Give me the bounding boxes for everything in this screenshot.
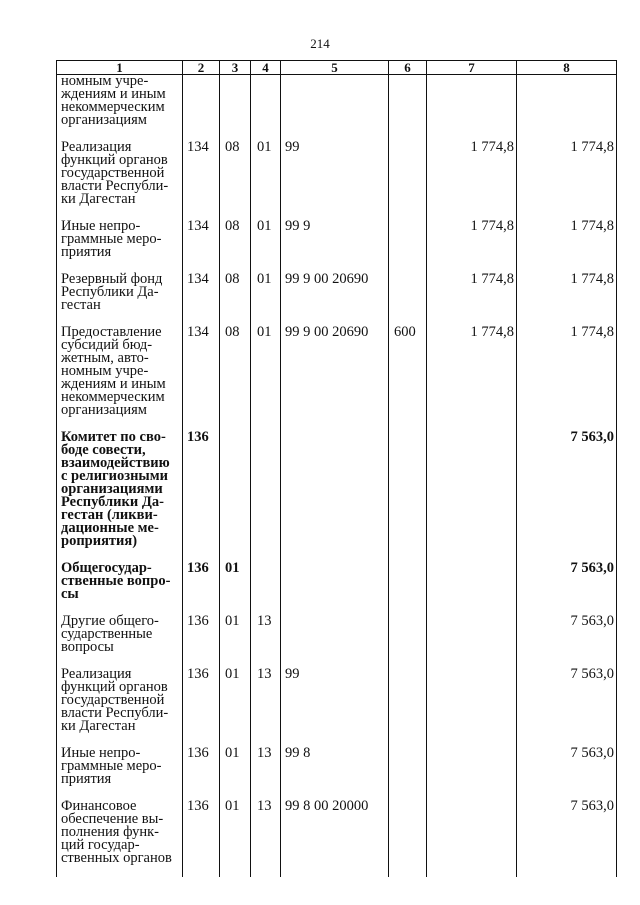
cell-amount-col7 [427, 747, 517, 800]
table-row [57, 326, 617, 431]
row-name: Иные непро- граммные меро- приятия [57, 220, 183, 273]
cell-subsection [251, 75, 281, 142]
cell-section: 08 [220, 220, 251, 273]
cell-target-article [281, 615, 389, 668]
budget-table [56, 60, 617, 877]
cell-amount-col8: 7 563,0 [517, 562, 617, 615]
cell-section [220, 75, 251, 142]
cell-expense-type [389, 141, 427, 220]
column-header-4: 4 [251, 61, 281, 75]
cell-expense-type [389, 273, 427, 326]
cell-section: 01 [220, 747, 251, 800]
cell-amount-col8: 7 563,0 [517, 431, 617, 562]
row-name: Резервный фонд Республики Да- гестан [57, 273, 183, 326]
cell-subsection [251, 431, 281, 562]
cell-amount-col8: 7 563,0 [517, 668, 617, 747]
cell-subsection: 01 [251, 220, 281, 273]
cell-subsection [251, 562, 281, 615]
table-body [57, 75, 617, 878]
cell-expense-type [389, 562, 427, 615]
row-name: Реализация функций органов государственной власти Республи- ки Дагестан [57, 141, 183, 220]
cell-expense-type [389, 747, 427, 800]
cell-expense-type [389, 220, 427, 273]
table-row [57, 562, 617, 615]
cell-subsection: 13 [251, 800, 281, 877]
cell-subsection: 01 [251, 141, 281, 220]
cell-expense-type [389, 668, 427, 747]
cell-target-article: 99 9 [281, 220, 389, 273]
cell-amount-col7 [427, 668, 517, 747]
cell-target-article: 99 [281, 141, 389, 220]
column-header-1: 1 [57, 61, 183, 75]
row-name: Финансовое обеспечение вы- полнения функ- ций государ- ственных органов [57, 800, 183, 877]
cell-amount-col7: 1 774,8 [427, 220, 517, 273]
cell-ministry-code: 136 [183, 800, 220, 877]
cell-target-article [281, 562, 389, 615]
page-number: 214 [310, 36, 330, 51]
cell-ministry-code: 134 [183, 141, 220, 220]
row-name: Иные непро- граммные меро- приятия [57, 747, 183, 800]
table-row [57, 75, 617, 142]
cell-target-article [281, 431, 389, 562]
cell-amount-col8: 1 774,8 [517, 220, 617, 273]
table-row [57, 141, 617, 220]
cell-amount-col7: 1 774,8 [427, 326, 517, 431]
cell-section: 08 [220, 141, 251, 220]
row-name: Другие общего- сударственные вопросы [57, 615, 183, 668]
cell-expense-type: 600 [389, 326, 427, 431]
cell-target-article: 99 [281, 668, 389, 747]
cell-amount-col7: 1 774,8 [427, 273, 517, 326]
table-row [57, 800, 617, 877]
cell-expense-type [389, 431, 427, 562]
row-name: Предоставление субсидий бюд- жетным, авто- номным учре- ждениям и иным некоммерческим организациям [57, 326, 183, 431]
row-name: Комитет по сво- боде совести, взаимодействию с религиозными организациями Республики Да- гестан (ликви- дационные ме- роприятия) [57, 431, 183, 562]
column-header-6: 6 [389, 61, 427, 75]
cell-ministry-code: 136 [183, 562, 220, 615]
cell-ministry-code: 134 [183, 273, 220, 326]
table-row [57, 747, 617, 800]
row-name: Общегосудар- ственные вопро- сы [57, 562, 183, 615]
table-row [57, 431, 617, 562]
cell-amount-col8: 7 563,0 [517, 800, 617, 877]
table-row [57, 615, 617, 668]
cell-expense-type [389, 800, 427, 877]
cell-amount-col8: 7 563,0 [517, 615, 617, 668]
cell-amount-col7: 1 774,8 [427, 141, 517, 220]
cell-subsection: 01 [251, 326, 281, 431]
cell-ministry-code: 136 [183, 431, 220, 562]
cell-amount-col8 [517, 75, 617, 142]
column-header-7: 7 [427, 61, 517, 75]
cell-ministry-code: 136 [183, 747, 220, 800]
cell-amount-col8: 7 563,0 [517, 747, 617, 800]
cell-subsection: 13 [251, 747, 281, 800]
cell-expense-type [389, 75, 427, 142]
column-header-5: 5 [281, 61, 389, 75]
column-header-2: 2 [183, 61, 220, 75]
cell-amount-col8: 1 774,8 [517, 273, 617, 326]
cell-target-article: 99 9 00 20690 [281, 273, 389, 326]
cell-section [220, 431, 251, 562]
cell-section: 01 [220, 668, 251, 747]
cell-expense-type [389, 615, 427, 668]
cell-section: 01 [220, 800, 251, 877]
cell-ministry-code: 136 [183, 615, 220, 668]
column-header-3: 3 [220, 61, 251, 75]
cell-target-article: 99 8 00 20000 [281, 800, 389, 877]
cell-amount-col7 [427, 615, 517, 668]
cell-ministry-code: 136 [183, 668, 220, 747]
table-row [57, 668, 617, 747]
cell-section: 01 [220, 562, 251, 615]
cell-subsection: 13 [251, 668, 281, 747]
cell-ministry-code [183, 75, 220, 142]
cell-target-article: 99 9 00 20690 [281, 326, 389, 431]
column-header-8: 8 [517, 61, 617, 75]
row-name: номным учре- ждениям и иным некоммерческим организациям [57, 75, 183, 142]
cell-ministry-code: 134 [183, 220, 220, 273]
cell-amount-col7 [427, 562, 517, 615]
cell-amount-col7 [427, 75, 517, 142]
cell-section: 08 [220, 326, 251, 431]
cell-target-article [281, 75, 389, 142]
cell-amount-col8: 1 774,8 [517, 326, 617, 431]
cell-amount-col7 [427, 800, 517, 877]
cell-amount-col7 [427, 431, 517, 562]
cell-section: 08 [220, 273, 251, 326]
cell-target-article: 99 8 [281, 747, 389, 800]
cell-ministry-code: 134 [183, 326, 220, 431]
table-row [57, 273, 617, 326]
cell-subsection: 13 [251, 615, 281, 668]
table-row [57, 220, 617, 273]
cell-amount-col8: 1 774,8 [517, 141, 617, 220]
row-name: Реализация функций органов государственной власти Республи- ки Дагестан [57, 668, 183, 747]
cell-section: 01 [220, 615, 251, 668]
cell-subsection: 01 [251, 273, 281, 326]
